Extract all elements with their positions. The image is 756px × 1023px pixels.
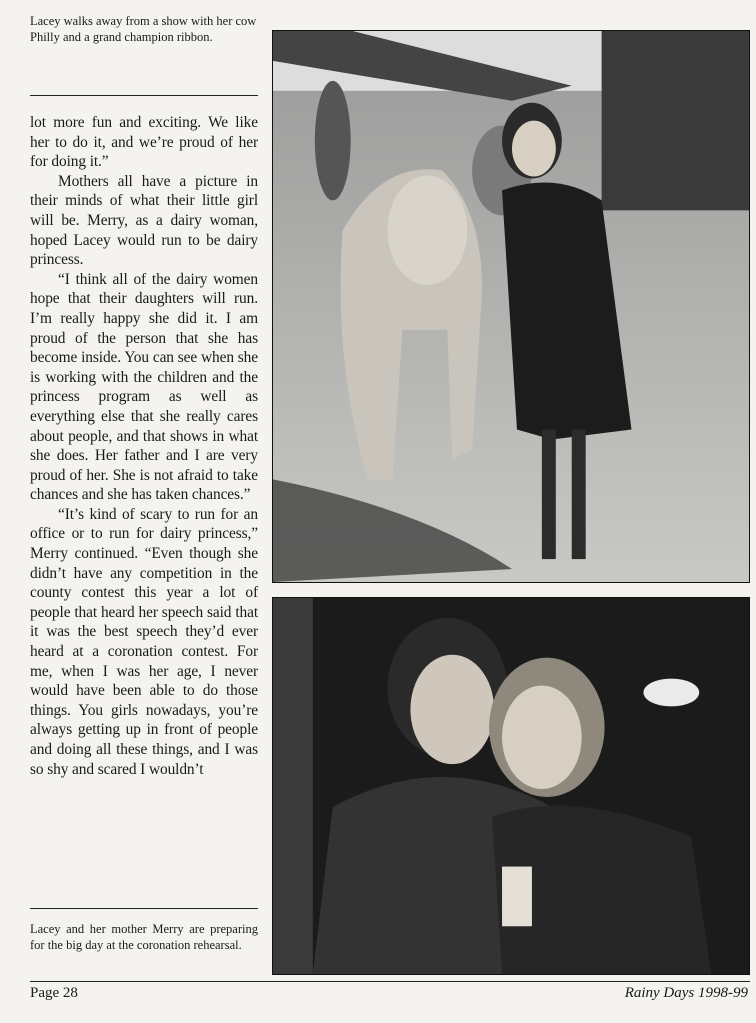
footer-divider bbox=[30, 981, 750, 982]
article-paragraph: “I think all of the dairy women hope that their daughters will run. I’m really happy she did it. I am proud of the person that she has become inside. You can see when she is working with the children and the princess program as well as everything else that she really cares about people, and that shows in what she does. Her father and I are very proud of her. She is not afraid to take chances and she has taken chances.” bbox=[30, 270, 258, 504]
article-paragraph: lot more fun and exciting. We like her to do it, and we’re proud of her for doing it.” bbox=[30, 114, 258, 171]
photo-lacey-and-mother-image bbox=[273, 598, 749, 974]
article-paragraph: “It’s kind of scary to run for an office or to run for dairy princess,” Merry continued. “Even though she didn’t have any competition in the county contest this year a lot of people that heard her speech said that it was the best speech they’d ever heard at a coronation contest. For me, when I was her age, I never would have been able to do those things. You girls nowadays, you’re always getting up in front of people and doing all these things, and I was so shy and scared I wouldn’t bbox=[30, 505, 258, 778]
photo-lacey-with-cow-image bbox=[273, 31, 749, 582]
publication-title: Rainy Days 1998-99 bbox=[624, 985, 748, 1001]
caption-divider-bottom bbox=[30, 908, 258, 909]
photo-caption-top: Lacey walks away from a show with her cow Philly and a grand champion ribbon. bbox=[30, 14, 257, 44]
article-body bbox=[30, 113, 258, 779]
photo-caption-bottom: Lacey and her mother Merry are preparing for the big day at the coronation rehearsal. bbox=[30, 922, 258, 952]
photo-lacey-and-mother bbox=[272, 597, 750, 975]
photo-lacey-with-cow bbox=[272, 30, 750, 583]
page-number: Page 28 bbox=[30, 985, 78, 1001]
caption-divider-top bbox=[30, 95, 258, 96]
article-paragraph: Mothers all have a picture in their minds of what their little girl will be. Merry, as a dairy woman, hoped Lacey would run to be dairy princess. bbox=[30, 172, 258, 269]
